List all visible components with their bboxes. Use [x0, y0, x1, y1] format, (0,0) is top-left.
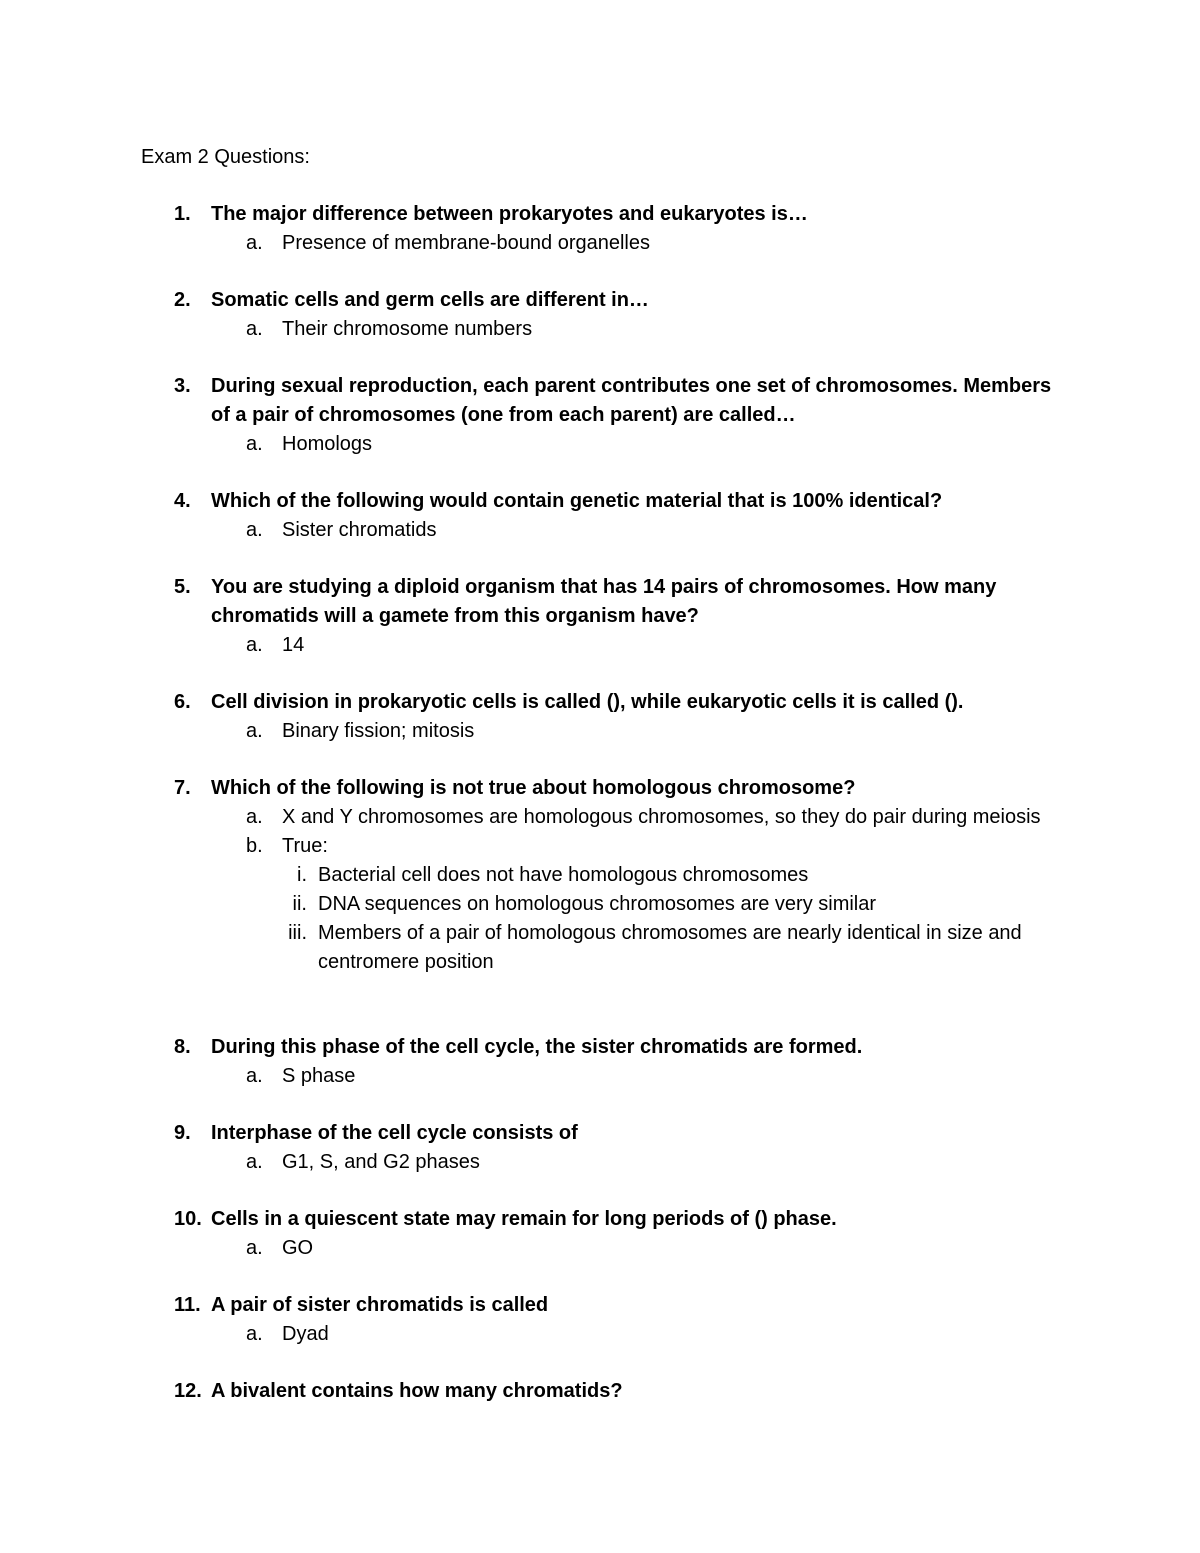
question-text-row [174, 688, 1054, 717]
question-text-row [174, 372, 1054, 430]
true-item [282, 919, 1054, 977]
question-number: 4. [174, 490, 191, 512]
answer-letter: a. [246, 232, 263, 254]
question-4 [174, 487, 1054, 545]
true-item [282, 890, 1054, 919]
answer-text: Binary fission; mitosis [282, 720, 475, 742]
question-text-row [174, 573, 1054, 631]
question-text: Somatic cells and germ cells are different in… [211, 289, 649, 311]
answer-letter: a. [246, 720, 263, 742]
answer-row [246, 631, 1054, 660]
question-number: 12. [174, 1380, 202, 1402]
question-9 [174, 1119, 1054, 1177]
answer-letter: a. [246, 806, 263, 828]
true-item-text: Members of a pair of homologous chromosomes are nearly identical in size and centromere position [318, 922, 1022, 973]
question-text: You are studying a diploid organism that has 14 pairs of chromosomes. How many chromatids will a gamete from this organism have? [211, 576, 997, 627]
answer-row [246, 1320, 1054, 1349]
true-item-number: iii. [288, 922, 307, 944]
answer-letter: a. [246, 1151, 263, 1173]
answer-row [246, 832, 1054, 861]
question-text: During sexual reproduction, each parent contributes one set of chromosomes. Members of a pair of chromosomes (one from each parent) are called… [211, 375, 1052, 426]
answer-letter: a. [246, 1237, 263, 1259]
question-number: 1. [174, 203, 191, 225]
answer-text: GO [282, 1237, 314, 1259]
true-item [282, 861, 1054, 890]
true-item-number: ii. [292, 893, 307, 915]
question-text: Which of the following is not true about homologous chromosome? [211, 777, 856, 799]
answer-row [246, 1234, 1054, 1263]
question-text-row [174, 200, 1054, 229]
answer-letter: b. [246, 835, 263, 857]
answer-text: X and Y chromosomes are homologous chromosomes, so they do pair during meiosis [282, 806, 1041, 828]
question-number: 9. [174, 1122, 191, 1144]
answer-text: Sister chromatids [282, 519, 437, 541]
question-number: 11. [174, 1294, 201, 1316]
answer-text: 14 [282, 634, 305, 656]
page-title: Exam 2 Questions: [141, 146, 310, 168]
true-item-number: i. [297, 864, 307, 886]
answer-text: S phase [282, 1065, 356, 1087]
question-3 [174, 372, 1054, 459]
question-text: Which of the following would contain genetic material that is 100% identical? [211, 490, 943, 512]
question-number: 8. [174, 1036, 191, 1058]
answer-text: G1, S, and G2 phases [282, 1151, 480, 1173]
answer-letter: a. [246, 519, 263, 541]
question-text-row [174, 774, 1054, 803]
question-text-row [174, 1291, 1054, 1320]
answer-text: Homologs [282, 433, 373, 455]
question-6 [174, 688, 1054, 746]
question-10 [174, 1205, 1054, 1263]
question-1 [174, 200, 1054, 258]
question-text-row [174, 1033, 1054, 1062]
answer-row [246, 229, 1054, 258]
question-11 [174, 1291, 1054, 1349]
question-text: Cells in a quiescent state may remain for long periods of () phase. [211, 1208, 837, 1230]
question-text-row [174, 487, 1054, 516]
question-text: During this phase of the cell cycle, the sister chromatids are formed. [211, 1036, 863, 1058]
answer-text: Their chromosome numbers [282, 318, 533, 340]
question-12 [174, 1377, 1054, 1406]
question-text-row [174, 1377, 1054, 1406]
question-text: A bivalent contains how many chromatids? [211, 1380, 623, 1402]
question-number: 10. [174, 1208, 202, 1230]
answer-row [246, 803, 1054, 832]
question-7 [174, 774, 1054, 977]
answer-letter: a. [246, 634, 263, 656]
answer-row [246, 1148, 1054, 1177]
true-item-text: DNA sequences on homologous chromosomes are very similar [318, 893, 877, 915]
answer-row [246, 1062, 1054, 1091]
question-number: 5. [174, 576, 191, 598]
answer-letter: a. [246, 1323, 263, 1345]
answer-letter: a. [246, 318, 263, 340]
question-text-row [174, 286, 1054, 315]
question-text-row [174, 1119, 1054, 1148]
true-item-text: Bacterial cell does not have homologous chromosomes [318, 864, 809, 886]
question-2 [174, 286, 1054, 344]
answer-text: Presence of membrane-bound organelles [282, 232, 650, 254]
answer-row [246, 516, 1054, 545]
question-text: Cell division in prokaryotic cells is called (), while eukaryotic cells it is called (). [211, 691, 964, 713]
question-text: A pair of sister chromatids is called [211, 1294, 549, 1316]
answer-text: Dyad [282, 1323, 329, 1345]
question-number: 7. [174, 777, 191, 799]
answer-row [246, 430, 1054, 459]
answer-row [246, 717, 1054, 746]
question-8 [174, 1033, 1054, 1091]
question-number: 6. [174, 691, 191, 713]
answer-letter: a. [246, 1065, 263, 1087]
question-text: The major difference between prokaryotes and eukaryotes is… [211, 203, 808, 225]
answer-text: True: [282, 835, 328, 857]
question-text: Interphase of the cell cycle consists of [211, 1122, 578, 1144]
answer-letter: a. [246, 433, 263, 455]
question-number: 2. [174, 289, 191, 311]
answer-row [246, 315, 1054, 344]
question-5 [174, 573, 1054, 660]
question-number: 3. [174, 375, 191, 397]
question-text-row [174, 1205, 1054, 1234]
